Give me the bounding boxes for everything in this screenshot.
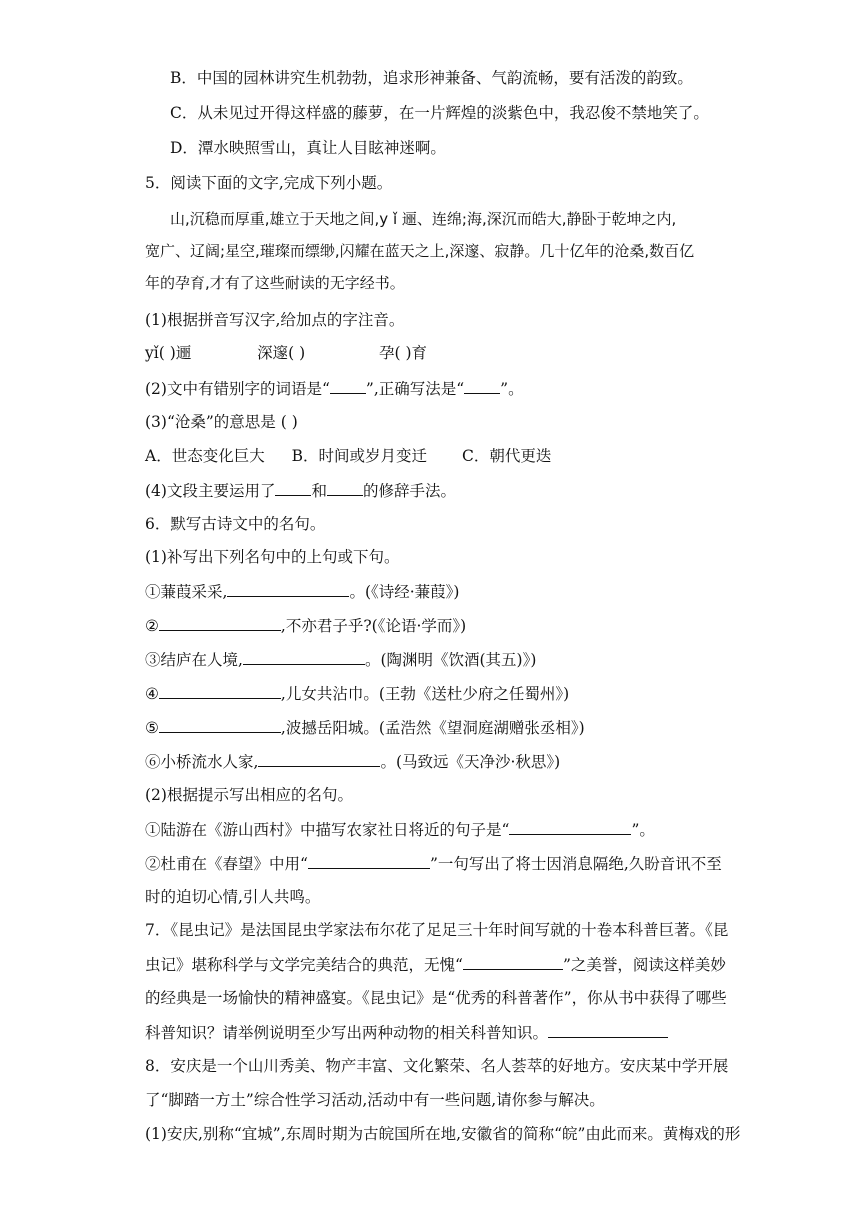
answer-blank[interactable] <box>243 649 365 665</box>
q5-sub4: (4)文段主要运用了 和 的修辞手法。 <box>145 482 456 500</box>
q8-line-2: 了“脚踏一方土”综合性学习活动,活动中有一些问题,请你参与解决。 <box>145 1091 605 1109</box>
answer-blank[interactable] <box>330 378 366 394</box>
q4-option-c: C．从未见过开得这样盛的藤萝，在一片辉煌的淡紫色中，我忍俊不禁地笑了。 <box>170 104 709 122</box>
q8-line-3: (1)安庆,别称“宜城”,东周时期为古皖国所在地,安徽省的简称“皖”由此而来。黄梅戏的形 <box>145 1125 741 1143</box>
answer-blank[interactable] <box>308 853 430 869</box>
q7-line-2: 虫记》堪称科学与文学完美结合的典范，无愧“ ”之美誉，阅读这样美妙 <box>145 956 726 974</box>
pinyin-item-3: 孕( )育 <box>379 344 428 362</box>
option-c: C．朝代更迭 <box>461 447 552 465</box>
q5-sub1: (1)根据拼音写汉字,给加点的字注音。 <box>145 311 405 329</box>
option-b: B．时间或岁月变迁 <box>291 447 428 465</box>
answer-blank[interactable] <box>464 378 500 394</box>
pinyin-item-1: yǐ( )逦 <box>145 344 192 362</box>
q5-sub3: (3)“沧桑”的意思是 ( ) <box>145 413 298 431</box>
answer-blank[interactable] <box>275 480 311 496</box>
q7-line-4: 科普知识？请举例说明至少写出两种动物的相关科普知识。 <box>145 1022 668 1043</box>
answer-blank[interactable] <box>258 751 380 767</box>
q6-hint-2: ②杜甫在《春望》中用“ ”一句写出了将士因消息隔绝,久盼音讯不至 <box>145 855 722 873</box>
answer-blank[interactable] <box>159 717 281 733</box>
q6-line-4: ④ ,儿女共沾巾。(王勃《送杜少府之任蜀州》) <box>145 685 570 703</box>
q5-sub3-options <box>145 446 551 466</box>
answer-blank[interactable] <box>227 581 349 597</box>
q6-hint-1: ①陆游在《游山西村》中描写农家社日将近的句子是“ ”。 <box>145 821 655 839</box>
pinyin-item-2: 深邃( ) <box>257 344 306 362</box>
q6-hint-2-cont: 时的迫切心情,引人共鸣。 <box>145 888 321 906</box>
q6-line-5: ⑤ ,波撼岳阳城。(孟浩然《望洞庭湖赠张丞相》) <box>145 719 585 737</box>
answer-blank[interactable] <box>159 615 281 631</box>
q6-line-3: ③结庐在人境, 。(陶渊明《饮酒(其五)》) <box>145 651 537 669</box>
q5-title: 5．阅读下面的文字,完成下列小题。 <box>145 174 393 192</box>
answer-blank[interactable] <box>463 954 563 970</box>
q6-sub1: (1)补写出下列名句中的上句或下句。 <box>145 548 400 566</box>
q4-option-b: B．中国的园林讲究生机勃勃，追求形神兼备、气韵流畅，要有活泼的韵致。 <box>170 69 693 87</box>
answer-blank[interactable] <box>159 683 281 699</box>
q5-sub2: (2)文中有错别字的词语是“ ”,正确写法是“ ”。 <box>145 380 524 398</box>
q6-title: 6．默写古诗文中的名句。 <box>145 515 326 533</box>
answer-blank[interactable] <box>548 1022 668 1038</box>
q6-line-6: ⑥小桥流水人家, 。(马致远《天净沙·秋思》) <box>145 753 561 771</box>
q6-line-2: ② ,不亦君子乎?(《论语·学而》) <box>145 617 467 635</box>
q5-passage-line-1: 山,沉稳而厚重,雄立于天地之间,y ǐ 逦、连绵;海,深沉而皓大,静卧于乾坤之内, <box>170 210 677 228</box>
q6-line-1: ①蒹葭采采, 。(《诗经·蒹葭》) <box>145 583 460 601</box>
answer-blank[interactable] <box>327 480 363 496</box>
q5-pinyin-row <box>145 343 427 363</box>
q5-passage-line-3: 年的孕育,才有了这些耐读的无字经书。 <box>145 274 405 292</box>
q7-line-3: 的经典是一场愉快的精神盛宴。《昆虫记》是“优秀的科普著作”，你从书中获得了哪些 <box>145 989 727 1007</box>
q6-sub2: (2)根据提示写出相应的名句。 <box>145 786 353 804</box>
q7-line-1: 7．《昆虫记》是法国昆虫学家法布尔花了足足三十年时间写就的十卷本科普巨著。《昆 <box>145 921 729 939</box>
q5-passage-line-2: 宽广、辽阔;星空,璀璨而缥缈,闪耀在蓝天之上,深邃、寂静。几十亿年的沧桑,数百亿 <box>145 242 695 260</box>
q4-option-d: D．潭水映照雪山，真让人目眩神迷啊。 <box>170 139 446 157</box>
option-a: A．世态变化巨大 <box>145 447 265 465</box>
q8-line-1: 8．安庆是一个山川秀美、物产丰富、文化繁荣、名人荟萃的好地方。安庆某中学开展 <box>145 1057 729 1075</box>
answer-blank[interactable] <box>509 819 631 835</box>
